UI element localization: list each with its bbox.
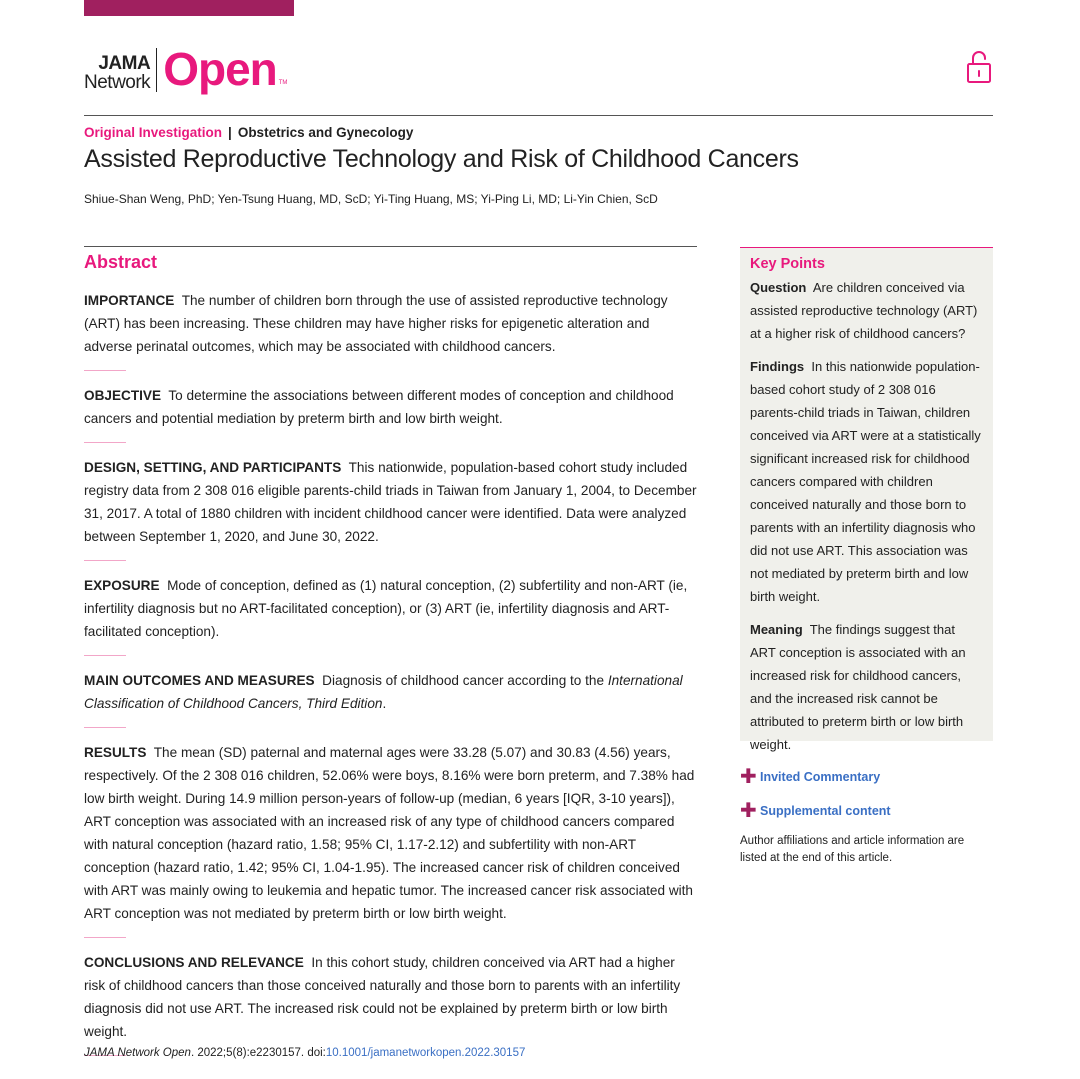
logo-open-text: Open — [163, 43, 277, 95]
article-section: Obstetrics and Gynecology — [237, 125, 414, 140]
author-list: Shiue-Shan Weng, PhD; Yen-Tsung Huang, MD, ScD; Yi-Ting Huang, MS; Yi-Ping Li, MD; Li-Yin Chien, ScD — [84, 192, 658, 206]
section-text: Mode of conception, defined as (1) natural conception, (2) subfertility and non-ART (ie, infertility diagnosis but no ART-facilitated conception), or (3) ART (ie, infertility diagnosis and ART-facilitated conception). — [84, 578, 688, 639]
key-point-label: Findings — [750, 359, 805, 374]
citation-details: . 2022;5(8):e2230157. doi: — [190, 1047, 326, 1059]
abstract-objective — [84, 384, 697, 430]
plus-icon: ✚ — [740, 800, 757, 822]
section-label: MAIN OUTCOMES AND MEASURES — [84, 673, 315, 688]
logo-jama-text: JAMA — [98, 53, 151, 74]
open-lock-icon — [966, 50, 992, 84]
section-text-after: . — [382, 696, 387, 711]
abstract-top-rule — [84, 246, 697, 247]
jama-network-open-logo — [84, 42, 288, 95]
section-label: DESIGN, SETTING, AND PARTICIPANTS — [84, 460, 342, 475]
section-text: This nationwide, population-based cohort study included registry data from 2 308 016 eligible parents-child triads in Taiwan from January 1, 2004, to December 31, 2017. A total of 1880 children with incident childhood cancer were identified. Data were analyzed between September 1, 2020, and June 30, 2022. — [84, 460, 697, 544]
affiliation-note: Author affiliations and article information are listed at the end of this article. — [740, 835, 965, 864]
header-divider — [84, 115, 993, 116]
section-divider — [84, 370, 126, 371]
key-point-label: Meaning — [750, 622, 803, 637]
article-type: Original Investigation — [84, 125, 223, 140]
key-point-text: Are children conceived via assisted reproductive technology (ART) at a higher risk of childhood cancers? — [750, 280, 978, 341]
supplemental-content-link[interactable] — [740, 801, 891, 821]
section-label: EXPOSURE — [84, 578, 160, 593]
category-separator: | — [228, 125, 232, 140]
abstract-results — [84, 741, 697, 925]
journal-name: JAMA Network Open — [84, 1047, 191, 1059]
section-divider — [84, 937, 126, 938]
article-title: Assisted Reproductive Technology and Risk of Childhood Cancers — [84, 145, 799, 173]
section-text: In this cohort study, children conceived via ART had a higher risk of childhood cancers than those conceived naturally and those born to parents with an infertility diagnosis did not use ART. The increased risk could not be explained by preterm birth or low birth weight. — [84, 955, 681, 1039]
logo-separator — [156, 48, 157, 92]
abstract-design — [84, 456, 697, 548]
logo-trademark: TM — [278, 80, 288, 86]
link-label[interactable]: Invited Commentary — [760, 770, 881, 784]
section-text: The mean (SD) paternal and maternal ages were 33.28 (5.07) and 30.83 (4.56) years, respectively. Of the 2 308 016 children, 52.06% were boys, 8.16% were born preterm, and 7.38% had low birth weight. During 14.9 million person-years of follow-up (median, 6 years [IQR, 3-10 years]), ART conception was associated with an increased risk of any type of childhood cancers compared with natural conception (hazard ratio, 1.58; 95% CI, 1.17-2.12) and subfertility with non-ART conception (hazard ratio, 1.42; 95% CI, 1.04-1.95). The increased cancer risk of children conceived with ART was mainly owing to leukemia and hepatic tumor. The increased cancer risk associated with ART conception was not mediated by preterm birth or low birth weight. — [84, 745, 695, 921]
plus-icon: ✚ — [740, 766, 757, 788]
abstract-section — [84, 246, 697, 1069]
abstract-exposure — [84, 574, 697, 643]
invited-commentary-link[interactable] — [740, 767, 891, 787]
key-point-text: The findings suggest that ART conception is associated with an increased risk for childhood cancers, and the increased risk cannot be attributed to preterm birth or low birth weight. — [750, 622, 966, 752]
section-divider — [84, 655, 126, 656]
abstract-importance — [84, 289, 697, 358]
key-points-box — [740, 247, 993, 752]
section-label: OBJECTIVE — [84, 388, 162, 403]
key-point-meaning — [750, 618, 983, 756]
section-label: CONCLUSIONS AND RELEVANCE — [84, 955, 304, 970]
article-category — [84, 125, 413, 140]
section-text: To determine the associations between different modes of conception and childhood cancers and potential mediation by preterm birth and low birth weight. — [84, 388, 674, 426]
key-point-label: Question — [750, 280, 807, 295]
abstract-heading: Abstract — [84, 252, 158, 272]
section-divider — [84, 442, 126, 443]
abstract-main-outcomes — [84, 669, 697, 715]
section-text: Diagnosis of childhood cancer according to the — [322, 673, 608, 688]
logo-jama-network — [84, 54, 150, 92]
section-text: The number of children born through the use of assisted reproductive technology (ART) has been increasing. These children may have higher risks for epigenetic alteration and adverse perinatal outcomes, which may be associated with childhood cancers. — [84, 293, 668, 354]
citation-line — [84, 1047, 525, 1059]
key-point-text: In this nationwide population-based cohort study of 2 308 016 parents-child triads in Taiwan, children conceived via ART were at a statistically significant increased risk for childhood cancers compared with children conceived naturally and those born to parents with an infertility diagnosis who did not use ART. This association was not mediated by preterm birth and low birth weight. — [750, 359, 981, 604]
top-accent-bar — [84, 0, 294, 16]
section-italic-text: International Classification of Childhood Cancers, Third Edition — [84, 673, 683, 711]
key-point-question — [750, 276, 983, 345]
link-label[interactable]: Supplemental content — [760, 804, 891, 818]
section-divider — [84, 727, 126, 728]
doi-link[interactable]: 10.1001/jamanetworkopen.2022.30157 — [325, 1047, 526, 1059]
section-label: RESULTS — [84, 745, 147, 760]
key-point-findings — [750, 355, 983, 608]
key-points-heading: Key Points — [750, 256, 825, 272]
section-divider — [84, 560, 126, 561]
logo-network-text: Network — [84, 72, 151, 93]
section-label: IMPORTANCE — [84, 293, 175, 308]
abstract-conclusions — [84, 951, 697, 1043]
sidebar-links — [740, 767, 891, 835]
